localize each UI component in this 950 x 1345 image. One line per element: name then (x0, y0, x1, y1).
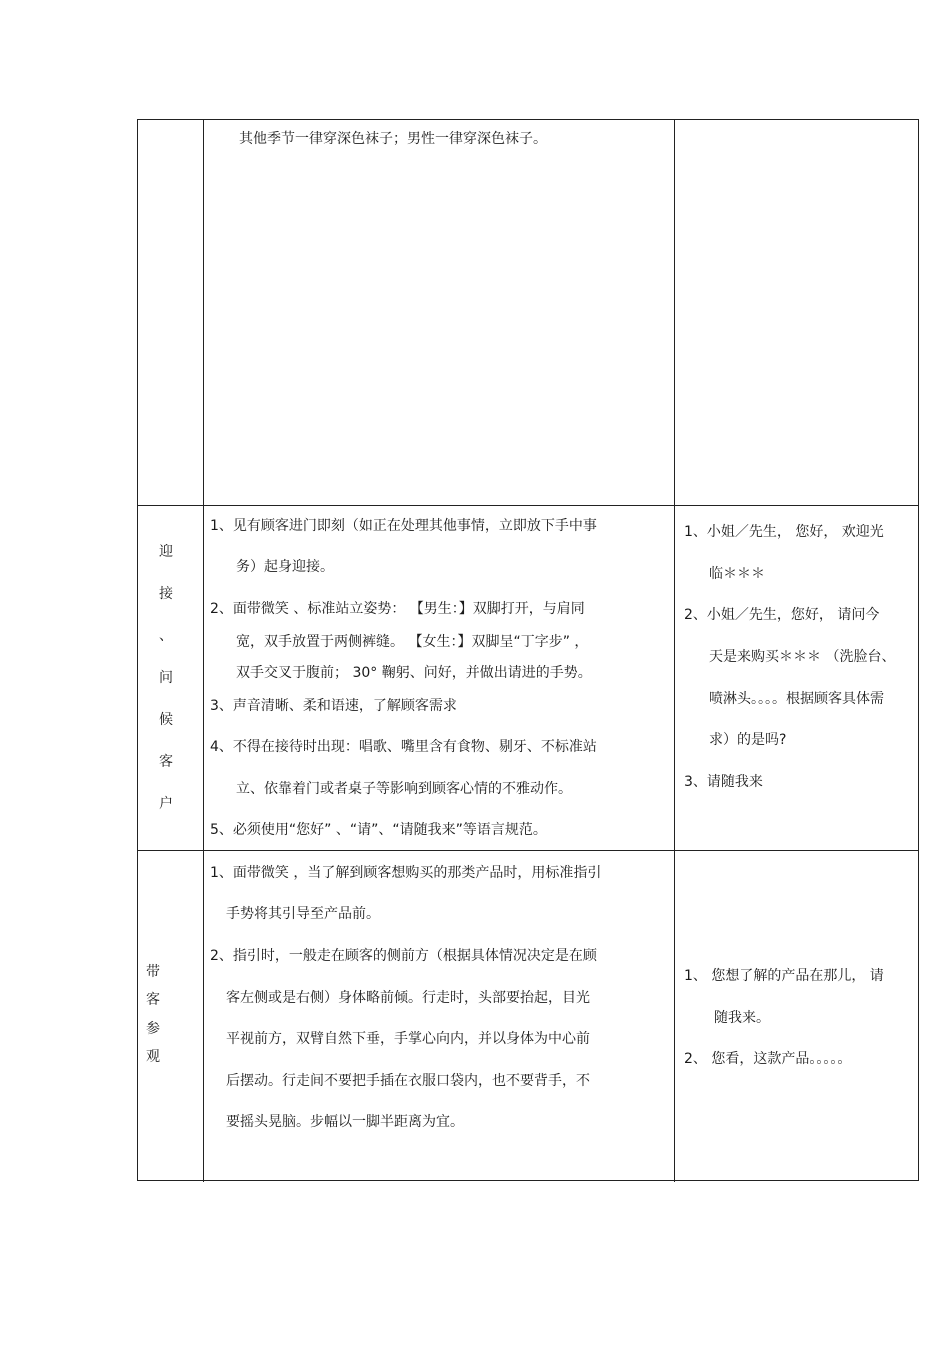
script-line: 1、小姐／先生， 您好， 欢迎光 (684, 524, 884, 540)
column-divider (674, 120, 675, 505)
procedure-line: 2、面带微笑 、标准站立姿势： 【男生：】双脚打开，与肩同 (210, 601, 585, 617)
procedure-line: 双手交叉于腹前； 30° 鞠躬、问好，并做出请进的手势。 (236, 665, 592, 681)
script-line: 随我来。 (714, 1010, 770, 1026)
script-line: 2、 您看，这款产品。。。。。 (684, 1051, 852, 1067)
procedure-line: 1、见有顾客进门即刻（如正在处理其他事情，立即放下手中事 (210, 518, 597, 534)
category-char: 接 (159, 586, 173, 602)
table-row (138, 851, 918, 1182)
procedure-line: 立、依靠着门或者桌子等影响到顾客心情的不雅动作。 (236, 781, 572, 797)
procedure-line: 1、面带微笑 ，当了解到顾客想购买的那类产品时，用标准指引 (210, 865, 602, 881)
procedure-line: 2、指引时，一般走在顾客的侧前方（根据具体情况决定是在顾 (210, 948, 597, 964)
script-line: 天是来购买＊＊＊ （洗脸台、 (709, 649, 896, 665)
script-line: 临＊＊＊ (709, 566, 765, 582)
column-divider (203, 851, 204, 1182)
category-char: 客 (146, 992, 160, 1008)
table-row (138, 120, 918, 506)
procedure-line: 后摆动。行走间不要把手插在衣服口袋内，也不要背手，不 (226, 1073, 590, 1089)
procedure-line: 5、必须使用“您好” 、“请”、“请随我来”等语言规范。 (210, 822, 547, 838)
procedure-line: 手势将其引导至产品前。 (226, 906, 380, 922)
procedure-line: 要摇头晃脑。步幅以一脚半距离为宜。 (226, 1114, 464, 1130)
procedure-line: 其他季节一律穿深色袜子；男性一律穿深色袜子。 (239, 131, 547, 147)
category-char: 问 (159, 670, 173, 686)
category-char: 观 (146, 1049, 160, 1065)
category-char: 迎 (159, 544, 173, 560)
category-char: 、 (159, 628, 173, 644)
category-char: 带 (146, 964, 160, 980)
category-char: 户 (159, 796, 173, 812)
procedure-line: 4、不得在接待时出现：唱歌、嘴里含有食物、剔牙、不标准站 (210, 739, 597, 755)
script-line: 喷淋头。。。。根据顾客具体需 (709, 691, 884, 707)
column-divider (674, 506, 675, 850)
procedure-line: 务）起身迎接。 (236, 559, 334, 575)
procedure-line: 宽，双手放置于两侧裤缝。 【女生：】双脚呈“丁字步” ， (236, 634, 589, 650)
procedure-line: 3、声音清晰、柔和语速，了解顾客需求 (210, 698, 457, 714)
category-char: 候 (159, 712, 173, 728)
category-char: 参 (146, 1021, 160, 1037)
script-line: 3、请随我来 (684, 774, 763, 790)
table-row (138, 506, 918, 851)
column-divider (203, 120, 204, 505)
procedure-line: 客左侧或是右侧）身体略前倾。行走时，头部要抬起，目光 (226, 990, 590, 1006)
column-divider (674, 851, 675, 1182)
procedure-table (137, 119, 919, 1181)
column-divider (203, 506, 204, 850)
script-line: 2、小姐／先生，您好， 请问今 (684, 607, 880, 623)
script-line: 1、 您想了解的产品在那儿， 请 (684, 968, 884, 984)
script-line: 求）的是吗? (709, 732, 787, 748)
category-char: 客 (159, 754, 173, 770)
procedure-line: 平视前方，双臂自然下垂，手掌心向内，并以身体为中心前 (226, 1031, 590, 1047)
